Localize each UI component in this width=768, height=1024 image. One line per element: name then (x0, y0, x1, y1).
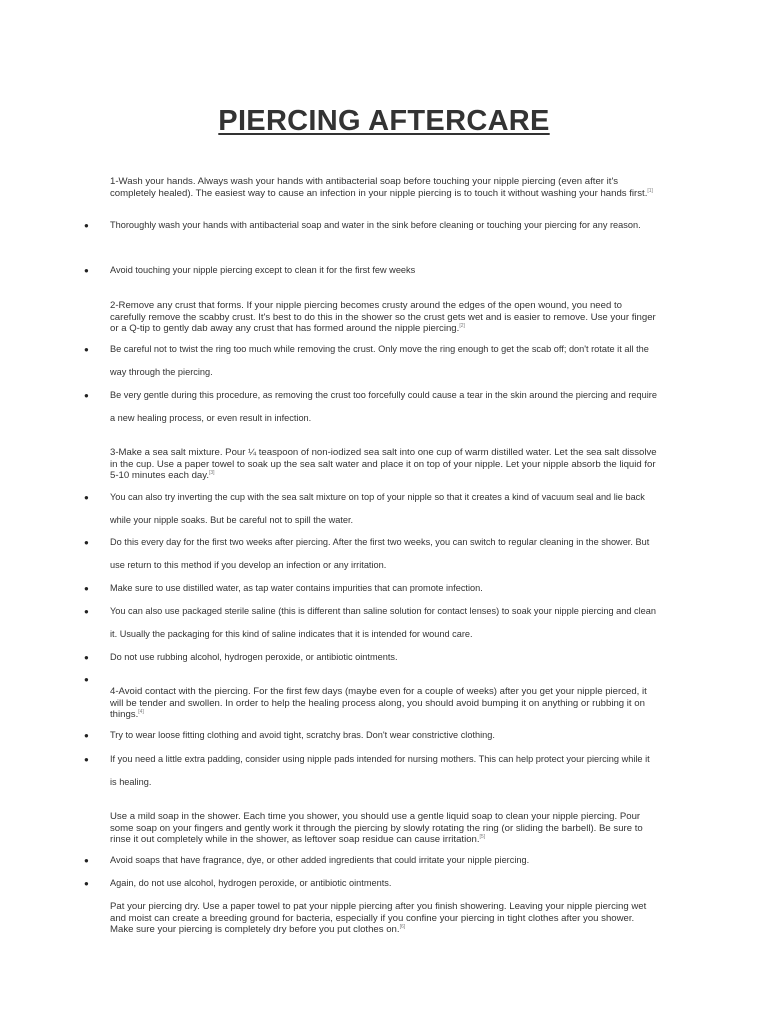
list-item-text: Avoid soaps that have fragrance, dye, or other added ingredients that could irritate your nipple piercing. (110, 855, 530, 865)
bullet-icon: ● (84, 493, 89, 502)
list-item-text: Do not use rubbing alcohol, hydrogen peroxide, or antibiotic ointments. (110, 652, 398, 662)
list-item-text: Thoroughly wash your hands with antibacterial soap and water in the sink before cleaning or touching your piercing for any reason. (110, 220, 641, 230)
step-2-paragraph (110, 300, 658, 335)
list-item (84, 384, 658, 430)
bullet-icon: ● (84, 607, 89, 616)
list-item (84, 748, 658, 794)
paragraph-text: Pat your piercing dry. Use a paper towel to pat your nipple piercing after you finish showering. Leaving your nipple piercing wet and moist can create a breeding ground for bacteria, especially if you confine your piercing in tight clothes after you shower. Make sure your piercing is completely dry before you put clothes on. (110, 901, 647, 935)
soap-paragraph (110, 811, 658, 846)
bullet-icon: ● (84, 538, 89, 547)
list-item (84, 724, 658, 747)
list-item-text: You can also try inverting the cup with the sea salt mixture on top of your nipple so that it creates a kind of vacuum seal and lie back while your nipple soaks. But be careful not to spill the water. (110, 492, 645, 525)
citation-ref: [3] (209, 469, 215, 476)
bullet-icon: ● (84, 266, 89, 275)
list-item (84, 338, 658, 384)
step-1-paragraph (110, 176, 658, 199)
list-item (84, 531, 658, 577)
list-item-text: Be careful not to twist the ring too much while removing the crust. Only move the ring enough to get the scab off; don't rotate it all the way through the piercing. (110, 344, 649, 377)
bullet-icon: ● (84, 731, 89, 740)
list-item (84, 577, 658, 600)
step-4-paragraph (110, 686, 658, 721)
list-item (84, 600, 658, 646)
bullet-icon: ● (84, 345, 89, 354)
list-item-text: Be very gentle during this procedure, as removing the crust too forcefully could cause a tear in the skin around the piercing and require a new healing process, or even result in infection. (110, 390, 657, 423)
paragraph-text: Use a mild soap in the shower. Each time you shower, you should use a gentle liquid soap to clean your nipple piercing. Pour some soap on your fingers and gently work it through the piercing by slowly rotating the ring (or sliding the barbell). Be sure to rinse it out completely while in the shower, as leftover soap residue can cause irritation. (110, 811, 643, 845)
bullet-icon: ● (84, 675, 89, 684)
pat-dry-paragraph (110, 901, 658, 936)
list-item-text: Again, do not use alcohol, hydrogen peroxide, or antibiotic ointments. (110, 878, 392, 888)
page-title: PIERCING AFTERCARE (218, 105, 550, 138)
list-item (84, 872, 658, 895)
paragraph-text: 4-Avoid contact with the piercing. For the first few days (maybe even for a couple of weeks) after you get your nipple pierced, it will be tender and swollen. In order to help the healing process along, you should avoid bumping it on anything or rubbing it on things. (110, 686, 647, 720)
list-item (84, 214, 658, 237)
bullet-icon: ● (84, 755, 89, 764)
paragraph-text: 3-Make a sea salt mixture. Pour ¼ teaspoon of non-iodized sea salt into one cup of warm distilled water. Let the sea salt dissolve in the cup. Use a paper towel to soak up the sea salt water and place it on top of your nipple. Let your nipple absorb the liquid for 5-10 minutes each day. (110, 447, 657, 481)
list-item (84, 646, 658, 669)
citation-ref: [1] (647, 187, 653, 194)
list-item-text: Make sure to use distilled water, as tap water contains impurities that can promote infection. (110, 583, 483, 593)
list-item-text: Avoid touching your nipple piercing except to clean it for the first few weeks (110, 265, 416, 275)
list-item-text: You can also use packaged sterile saline (this is different than saline solution for contact lenses) to soak your nipple piercing and clean it. Usually the packaging for this kind of saline indicates that it is intended for wound care. (110, 606, 656, 639)
bullet-icon: ● (84, 879, 89, 888)
list-item (84, 486, 658, 532)
list-item (84, 259, 658, 282)
paragraph-text: 1-Wash your hands. Always wash your hands with antibacterial soap before touching your nipple piercing (even after it's completely healed). The easiest way to cause an infection in your nipple piercing is to touch it without washing your hands first. (110, 176, 648, 199)
step-3-paragraph (110, 447, 658, 482)
paragraph-text: 2-Remove any crust that forms. If your nipple piercing becomes crusty around the edges of the open wound, you need to carefully remove the scabby crust. It's best to do this in the shower so the crust gets wet and is easier to remove. Use your finger or a Q-tip to gently dab away any crust that has formed around the nipple piercing. (110, 300, 656, 334)
list-item (84, 849, 658, 872)
citation-ref: [5] (479, 833, 486, 840)
bullet-icon: ● (84, 391, 89, 400)
list-item-text: Do this every day for the first two weeks after piercing. After the first two weeks, you can switch to regular cleaning in the shower. But use return to this method if you develop an infection or any irritation. (110, 537, 650, 570)
citation-ref: [6] (399, 923, 406, 930)
bullet-icon: ● (84, 856, 89, 865)
citation-ref: [2] (459, 322, 465, 329)
bullet-icon: ● (84, 221, 89, 230)
citation-ref: [4] (138, 708, 144, 715)
bullet-icon: ● (84, 653, 89, 662)
bullet-icon: ● (84, 584, 89, 593)
list-item-text: Try to wear loose fitting clothing and avoid tight, scratchy bras. Don't wear constrictive clothing. (110, 730, 495, 740)
list-item-text: If you need a little extra padding, consider using nipple pads intended for nursing mothers. This can help protect your piercing while it is healing. (110, 754, 650, 787)
